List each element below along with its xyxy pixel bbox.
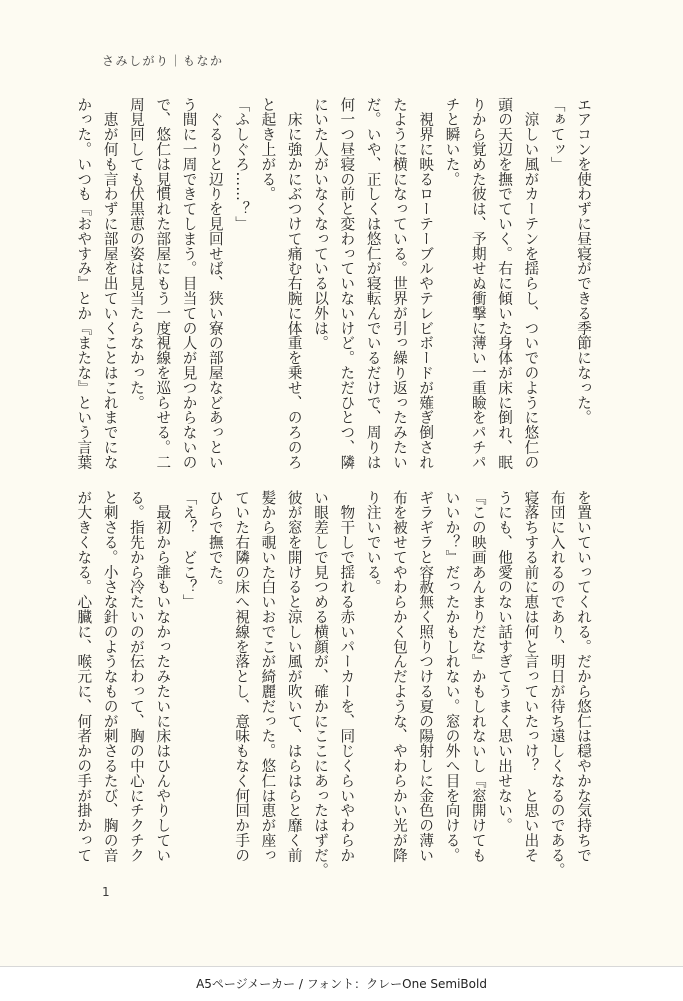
credit-footer: A5ページメーカー / フォント：クレーOne SemiBold — [0, 966, 683, 1001]
running-header: さみしがり｜もなか — [102, 54, 224, 68]
body-text-lower: を置いていってくれる。だから悠仁は穏やかな気持ちで 布団に入れるのであり、明日が待ち遠しくなるのである。 寝落ちする前に恵は何と言っていたっけ？ と思い出そ うにも、他愛のない話すぎてうまく思い出せない。 『この映画あんまりだな』かもしれないし『窓開けても いいか？』だったかもしれない。窓の外へ目を向ける。 ギラギラと容赦無く照りつける夏の陽射しに金色の薄い 布を被せてやわらかく包んだような、やわらかい光が降 り注いでいる。 物干しで揺れる赤いパーカーを、同じくらいやわらか い眼差しで見つめる横顔が、確かにここにあったはずだ。 彼が窓を開けると涼しい風が吹いて、はらはらと靡く前 髪から覗いた白いおでこが綺麗だった。悠仁は恵が座っ ていた右隣の床へ視線を落とし、意味もなく何回か手の ひらで撫でた。 「え？ どこ？」 最初から誰もいなかったみたいに床はひんやりしてい る。指先から冷たいのが伝わって、胸の中心にチクチク と刺さる。小さな針のようなものが刺さるたび、胸の音 が大きくなる。心臓に、喉元に、何者かの手が掛かって — [75, 490, 592, 878]
page-number: 1 — [102, 885, 110, 899]
body-text-upper: エアコンを使わずに昼寝ができる季節になった。 「ぁてッ」 涼しい風がカーテンを揺らし、ついでのように悠仁の 頭の天辺を撫でていく。右に傾いた身体が床に倒れ、眠 りから覚めた彼は、予期せぬ衝撃に薄い一重瞼をパチパ チと瞬いた。 視界に映るローテーブルやテレビボードが薙ぎ倒され たように横になっている。世界が引っ繰り返ったみたい だ。いや、正しくは悠仁が寝転んでいるだけで、周りは 何一つ昼寝の前と変わっていないけど。ただひとつ、隣 にいた人がいなくなっている以外は。 床に強かにぶつけて痛む右腕に体重を乗せ、のろのろ と起き上がる。 「ふしぐろ……？」 ぐるりと辺りを見回せば、狭い寮の部屋などあっとい う間に一周できてしまう。目当ての人が見つからないの で、悠仁は見慣れた部屋にもう一度視線を巡らせる。二 周見回しても伏黒恵の姿は見当たらなかった。 恵が何も言わずに部屋を出ていくことはこれまでにな かった。いつも『おやすみ』とか『またな』という言葉 — [75, 97, 592, 470]
